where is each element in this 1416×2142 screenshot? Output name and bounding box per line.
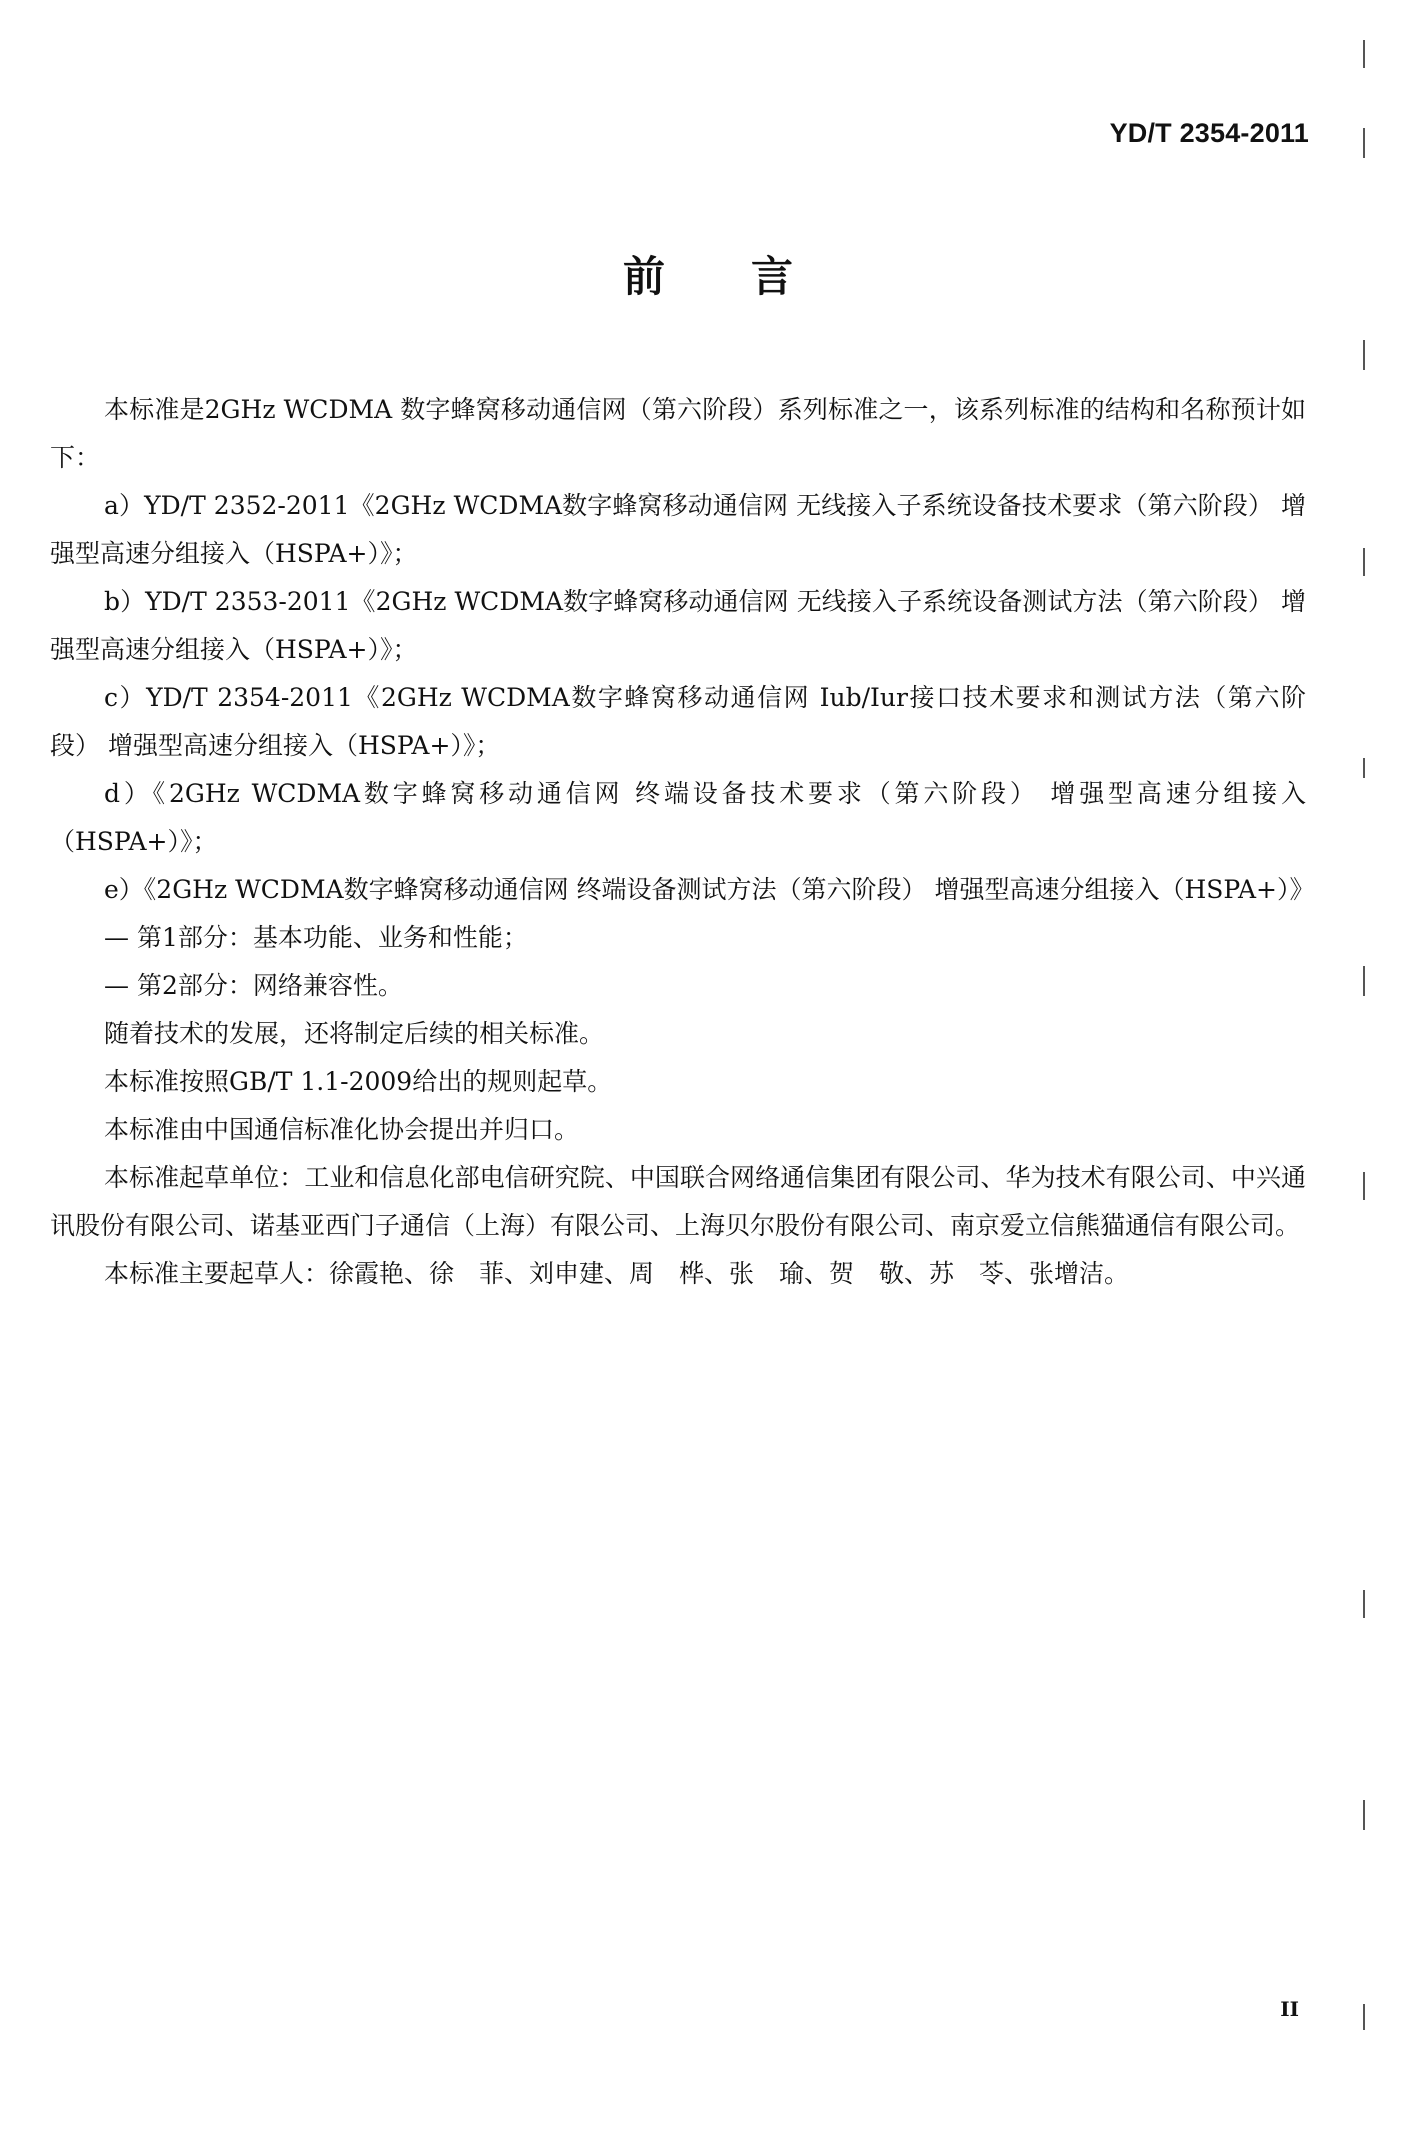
list-item-e: e）《2GHz WCDMA数字蜂窝移动通信网 终端设备测试方法（第六阶段） 增强型高速分组接入（HSPA+）》 — [104, 875, 1315, 904]
scan-edge-mark — [1363, 40, 1365, 68]
preface-body — [50, 386, 1315, 1298]
scan-edge-mark — [1363, 1800, 1365, 1830]
page-number: II — [1280, 1997, 1299, 2021]
list-item-a: a）YD/T 2352-2011《2GHz WCDMA数字蜂窝移动通信网 无线接入子系统设备技术要求（第六阶段） 增强型高速分组接入（HSPA+）》； — [50, 491, 1306, 568]
drafters-paragraph: 本标准主要起草人：徐霞艳、徐 菲、刘申建、周 桦、张 瑜、贺 敬、苏 苓、张增洁。 — [104, 1259, 1130, 1288]
intro-paragraph: 本标准是2GHz WCDMA 数字蜂窝移动通信网（第六阶段）系列标准之一，该系列标准的结构和名称预计如下： — [50, 395, 1306, 472]
sub-part-1: — 第1部分：基本功能、业务和性能； — [104, 923, 528, 952]
document-code: YD/T 2354-2011 — [1109, 118, 1309, 148]
scan-edge-mark — [1363, 2004, 1365, 2030]
scan-edge-mark — [1363, 128, 1365, 158]
scan-edge-mark — [1363, 1590, 1365, 1618]
list-item-b: b）YD/T 2353-2011《2GHz WCDMA数字蜂窝移动通信网 无线接入子系统设备测试方法（第六阶段） 增强型高速分组接入（HSPA+）》； — [50, 587, 1306, 664]
scan-edge-mark — [1363, 340, 1365, 370]
sub-part-2: — 第2部分：网络兼容性。 — [104, 971, 403, 1000]
future-standards-paragraph: 随着技术的发展，还将制定后续的相关标准。 — [104, 1019, 605, 1048]
scan-edge-mark — [1363, 548, 1365, 576]
page-title: 前言 — [622, 252, 879, 301]
scan-edge-mark — [1363, 966, 1365, 996]
scan-edge-mark — [1363, 758, 1365, 778]
proposer-paragraph: 本标准由中国通信标准化协会提出并归口。 — [104, 1115, 580, 1144]
list-item-d: d）《2GHz WCDMA数字蜂窝移动通信网 终端设备技术要求（第六阶段） 增强型高速分组接入（HSPA+）》； — [50, 779, 1306, 856]
drafting-units-paragraph: 本标准起草单位：工业和信息化部电信研究院、中国联合网络通信集团有限公司、华为技术有限公司、中兴通讯股份有限公司、诺基亚西门子通信（上海）有限公司、上海贝尔股份有限公司、南京爱立信熊猫通信有限公司。 — [50, 1163, 1306, 1240]
drafting-rules-paragraph: 本标准按照GB/T 1.1-2009给出的规则起草。 — [104, 1067, 613, 1096]
list-item-c: c）YD/T 2354-2011《2GHz WCDMA数字蜂窝移动通信网 Iub/Iur接口技术要求和测试方法（第六阶段） 增强型高速分组接入（HSPA+）》； — [50, 683, 1306, 760]
scan-edge-mark — [1363, 1172, 1365, 1200]
